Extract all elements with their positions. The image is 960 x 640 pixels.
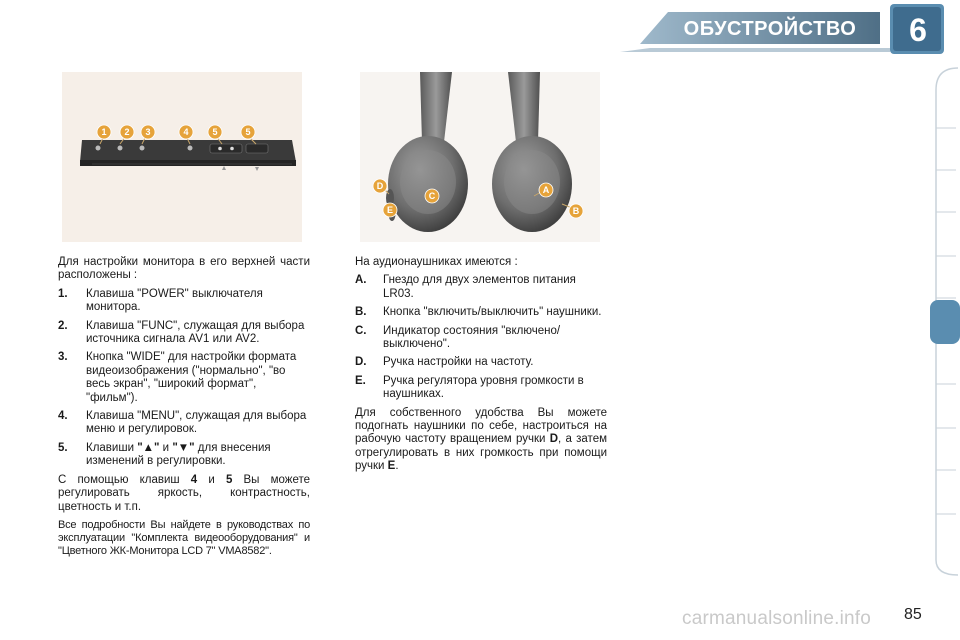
headphones-description bbox=[355, 256, 607, 479]
item-text: Ручка регулятора уровня громкости в наушниках. bbox=[383, 374, 584, 401]
item-text: Клавиша "MENU", служащая для выбора меню и регулировок. bbox=[86, 410, 307, 436]
item-text: Кнопка "включить/выключить" наушники. bbox=[383, 306, 602, 319]
item-text bbox=[86, 442, 310, 469]
chapter-number-badge: 6 bbox=[909, 12, 927, 48]
note-text: С помощью клавиш bbox=[58, 473, 191, 486]
note-text: , а затем отрегулировать в них громкость при помощи ручки bbox=[355, 433, 607, 473]
chapter-tabs bbox=[928, 60, 960, 580]
note-key-d: D bbox=[549, 433, 559, 446]
headphones-item-b bbox=[355, 306, 607, 319]
item-number: 1. bbox=[58, 287, 68, 300]
headphones-item-d bbox=[355, 356, 607, 369]
monitor-label-4: 4 bbox=[183, 127, 189, 137]
up-arrow-key: "▲" bbox=[137, 441, 160, 454]
monitor-item-5 bbox=[58, 442, 310, 469]
monitor-item-4 bbox=[58, 410, 310, 437]
headphones-label-e: E bbox=[386, 205, 394, 215]
item-text: Кнопка "WIDE" для настройки формата видеоизображения ("нормально", "во весь экран", "широкий формат", "фильм"). bbox=[86, 351, 297, 404]
item-number: 2. bbox=[58, 319, 68, 332]
headphones-figure bbox=[360, 72, 600, 242]
note-text: Вы можете регулировать яркость, контрастность, цветность и т.п. bbox=[58, 473, 310, 513]
headphones-label-b: B bbox=[572, 206, 580, 216]
item-number: 5. bbox=[58, 441, 68, 454]
item-letter: A. bbox=[355, 274, 367, 287]
item-text: Ручка настройки на частоту. bbox=[383, 356, 534, 369]
note-key-4: 4 bbox=[190, 473, 198, 486]
headphones-item-e bbox=[355, 375, 607, 402]
monitor-item-1 bbox=[58, 288, 310, 315]
item-number: 4. bbox=[58, 410, 68, 423]
item-text: Индикатор состояния "включено/выключено". bbox=[383, 324, 561, 351]
item-letter: E. bbox=[355, 374, 366, 387]
item-text: Гнездо для двух элементов питания LR03. bbox=[383, 274, 576, 300]
item-text: Клавиша "POWER" выключателя монитора. bbox=[86, 287, 263, 314]
note-key-5: 5 bbox=[225, 473, 233, 486]
note-text: Для собственного удобства Вы можете подогнать наушники по себе, настроиться на рабочую частоту вращением ручки bbox=[355, 406, 607, 446]
note-text: и bbox=[197, 473, 226, 486]
headphones-item-c bbox=[355, 325, 607, 352]
item-number: 3. bbox=[58, 351, 68, 364]
item-letter: D. bbox=[355, 356, 367, 369]
monitor-figure bbox=[62, 72, 302, 242]
chapter-title: ОБУСТРОЙСТВО bbox=[683, 18, 857, 40]
chapter-tabs-graphic bbox=[928, 60, 960, 580]
item-text-after: для внесения изменений в регулировки. bbox=[86, 441, 271, 468]
item-text-before: Клавиши bbox=[86, 441, 138, 454]
item-letter: C. bbox=[355, 324, 367, 337]
headphones-intro: На аудионаушниках имеются : bbox=[355, 256, 518, 268]
headphones-label-a: A bbox=[542, 185, 550, 195]
chapter-header bbox=[0, 0, 960, 60]
headphones-item-a bbox=[355, 274, 607, 301]
headphones-illustration bbox=[360, 72, 600, 242]
monitor-description bbox=[58, 256, 310, 563]
item-letter: B. bbox=[355, 306, 367, 319]
monitor-label-3: 3 bbox=[145, 127, 151, 137]
site-watermark: carmanualsonline.info bbox=[682, 608, 872, 629]
monitor-intro: Для настройки монитора в его верхней части расположены : bbox=[58, 256, 310, 282]
monitor-label-5a: 5 bbox=[212, 127, 218, 137]
monitor-illustration bbox=[62, 72, 302, 242]
headphones-note bbox=[355, 407, 607, 474]
monitor-note bbox=[58, 474, 310, 514]
manual-reference: Все подробности Вы найдете в руководствах по эксплуатации "Комплекта видеооборудования" и "Цветного ЖК-Монитора LCD 7" VMA8582". bbox=[58, 518, 310, 557]
item-text: Клавиша "FUNC", служащая для выбора источника сигнала AV1 или AV2. bbox=[86, 319, 305, 346]
down-arrow-key: "▼" bbox=[172, 441, 195, 454]
note-text: . bbox=[395, 460, 399, 473]
monitor-item-2 bbox=[58, 320, 310, 347]
monitor-item-3 bbox=[58, 351, 310, 405]
headphones-label-c: C bbox=[428, 191, 436, 201]
headphones-label-d: D bbox=[376, 181, 384, 191]
monitor-label-5b: 5 bbox=[245, 127, 251, 137]
item-text-mid: и bbox=[159, 441, 173, 454]
note-key-e: E bbox=[387, 460, 396, 473]
page-number: 85 bbox=[904, 606, 922, 623]
monitor-label-2: 2 bbox=[124, 127, 130, 137]
monitor-label-1: 1 bbox=[101, 127, 107, 137]
